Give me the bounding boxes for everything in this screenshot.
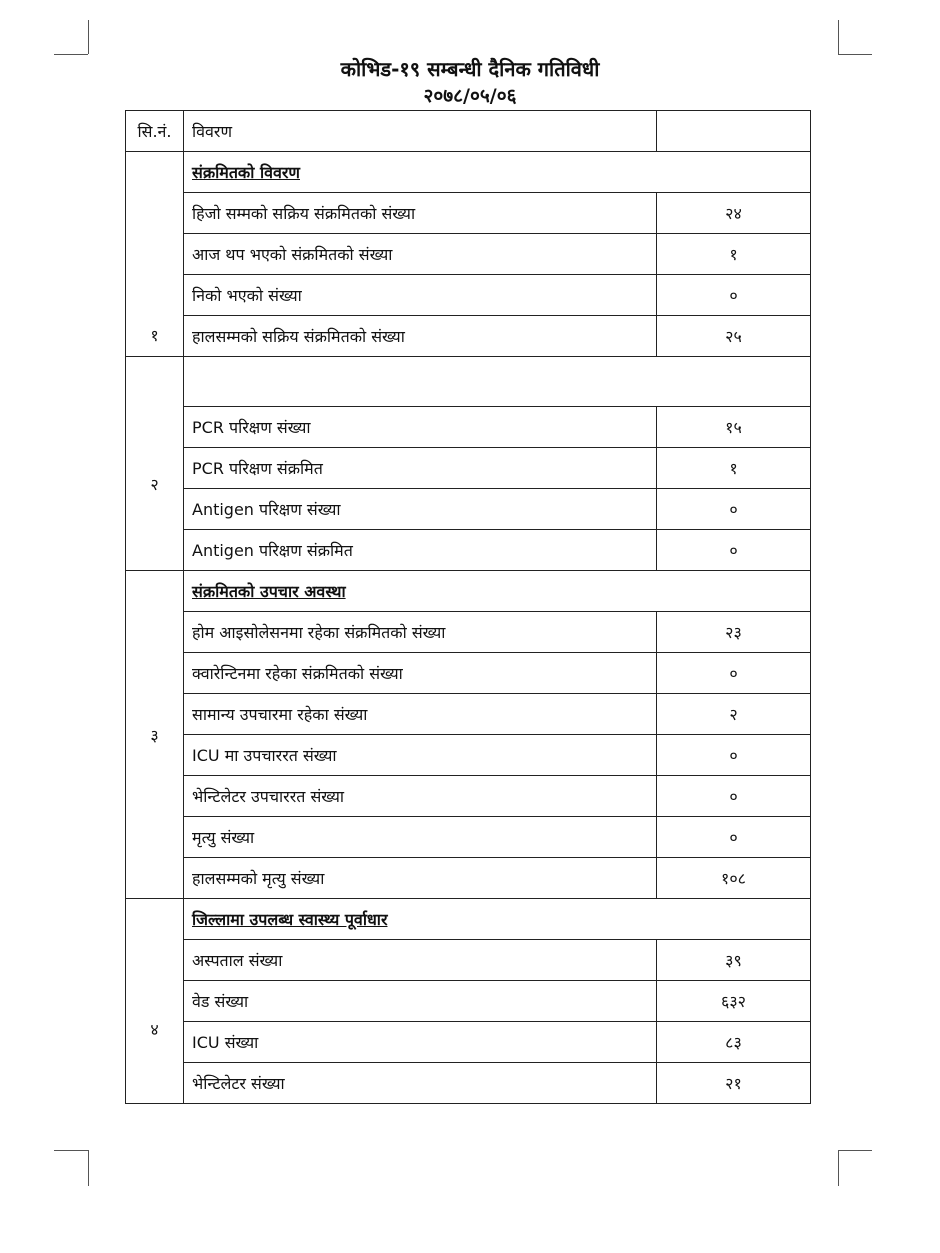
row-value: ० [657,530,811,571]
row-label: आज थप भएको संक्रमितको संख्या [184,234,657,275]
row-label: Antigen परिक्षण संक्रमित [184,530,657,571]
table-row [126,448,811,489]
table-row [126,776,811,817]
row-label: भेन्टिलेटर उपचाररत संख्या [184,776,657,817]
section-number: ३ [126,571,184,899]
row-value: ० [657,817,811,858]
covid-report-table [125,110,811,1104]
row-label: PCR परिक्षण संक्रमित [184,448,657,489]
table-row [126,940,811,981]
row-label: Antigen परिक्षण संख्या [184,489,657,530]
section-heading-row [126,357,811,407]
table-row [126,612,811,653]
table-row [126,817,811,858]
row-value: ० [657,735,811,776]
table-row [126,1063,811,1104]
row-value: १ [657,234,811,275]
row-label: ICU मा उपचाररत संख्या [184,735,657,776]
table-row [126,193,811,234]
row-label: सामान्य उपचारमा रहेका संख्या [184,694,657,735]
table-row [126,275,811,316]
section-heading: संक्रमितको उपचार अवस्था [184,571,811,612]
document-date: २०७८/०५/०६ [423,85,517,107]
row-value: १५ [657,407,811,448]
table-row [126,316,811,357]
row-label: अस्पताल संख्या [184,940,657,981]
row-value: ० [657,275,811,316]
section-heading-row [126,571,811,612]
column-header-value [657,111,811,152]
row-label: हालसम्मको मृत्यु संख्या [184,858,657,899]
table-row [126,407,811,448]
row-label: मृत्यु संख्या [184,817,657,858]
section-number: २ [126,357,184,571]
row-value: ३९ [657,940,811,981]
crop-mark-top-right-v [838,20,839,54]
row-value: २५ [657,316,811,357]
row-value: १ [657,448,811,489]
column-header-description: विवरण [184,111,657,152]
section-heading: जिल्लामा उपलब्ध स्वास्थ्य पूर्वाधार [184,899,811,940]
row-value: ६३२ [657,981,811,1022]
row-label: निको भएको संख्या [184,275,657,316]
row-value: १०८ [657,858,811,899]
table-row [126,981,811,1022]
row-label: हिजो सम्मको सक्रिय संक्रमितको संख्या [184,193,657,234]
row-label: ICU संख्या [184,1022,657,1063]
table-row [126,234,811,275]
table-header-row [126,111,811,152]
crop-mark-bottom-left-v [88,1150,89,1186]
crop-mark-bottom-right-h [838,1150,872,1151]
table-row [126,1022,811,1063]
table-row [126,735,811,776]
table-row [126,694,811,735]
table-row [126,653,811,694]
row-label: वेड संख्या [184,981,657,1022]
document-title: कोभिड-१९ सम्बन्धी दैनिक गतिविधी [340,57,600,81]
crop-mark-bottom-left-h [54,1150,88,1151]
section-number: १ [126,152,184,357]
row-value: ८३ [657,1022,811,1063]
row-value: २ [657,694,811,735]
crop-mark-top-right-h [838,54,872,55]
section-number: ४ [126,899,184,1104]
row-value: ० [657,489,811,530]
row-value: २१ [657,1063,811,1104]
row-label: क्वारेन्टिनमा रहेका संक्रमितको संख्या [184,653,657,694]
row-value: ० [657,776,811,817]
row-value: २४ [657,193,811,234]
row-label: होम आइसोलेसनमा रहेका संक्रमितको संख्या [184,612,657,653]
table-row [126,489,811,530]
section-heading-row [126,152,811,193]
section-heading-row [126,899,811,940]
crop-mark-top-left-v [88,20,89,54]
row-value: २३ [657,612,811,653]
row-value: ० [657,653,811,694]
table-row [126,530,811,571]
crop-mark-bottom-right-v [838,1150,839,1186]
section-heading [184,357,811,407]
column-header-sn: सि.नं. [126,111,184,152]
section-heading: संक्रमितको विवरण [184,152,811,193]
crop-mark-top-left-h [54,54,88,55]
table-row [126,858,811,899]
row-label: PCR परिक्षण संख्या [184,407,657,448]
row-label: भेन्टिलेटर संख्या [184,1063,657,1104]
row-label: हालसम्मको सक्रिय संक्रमितको संख्या [184,316,657,357]
